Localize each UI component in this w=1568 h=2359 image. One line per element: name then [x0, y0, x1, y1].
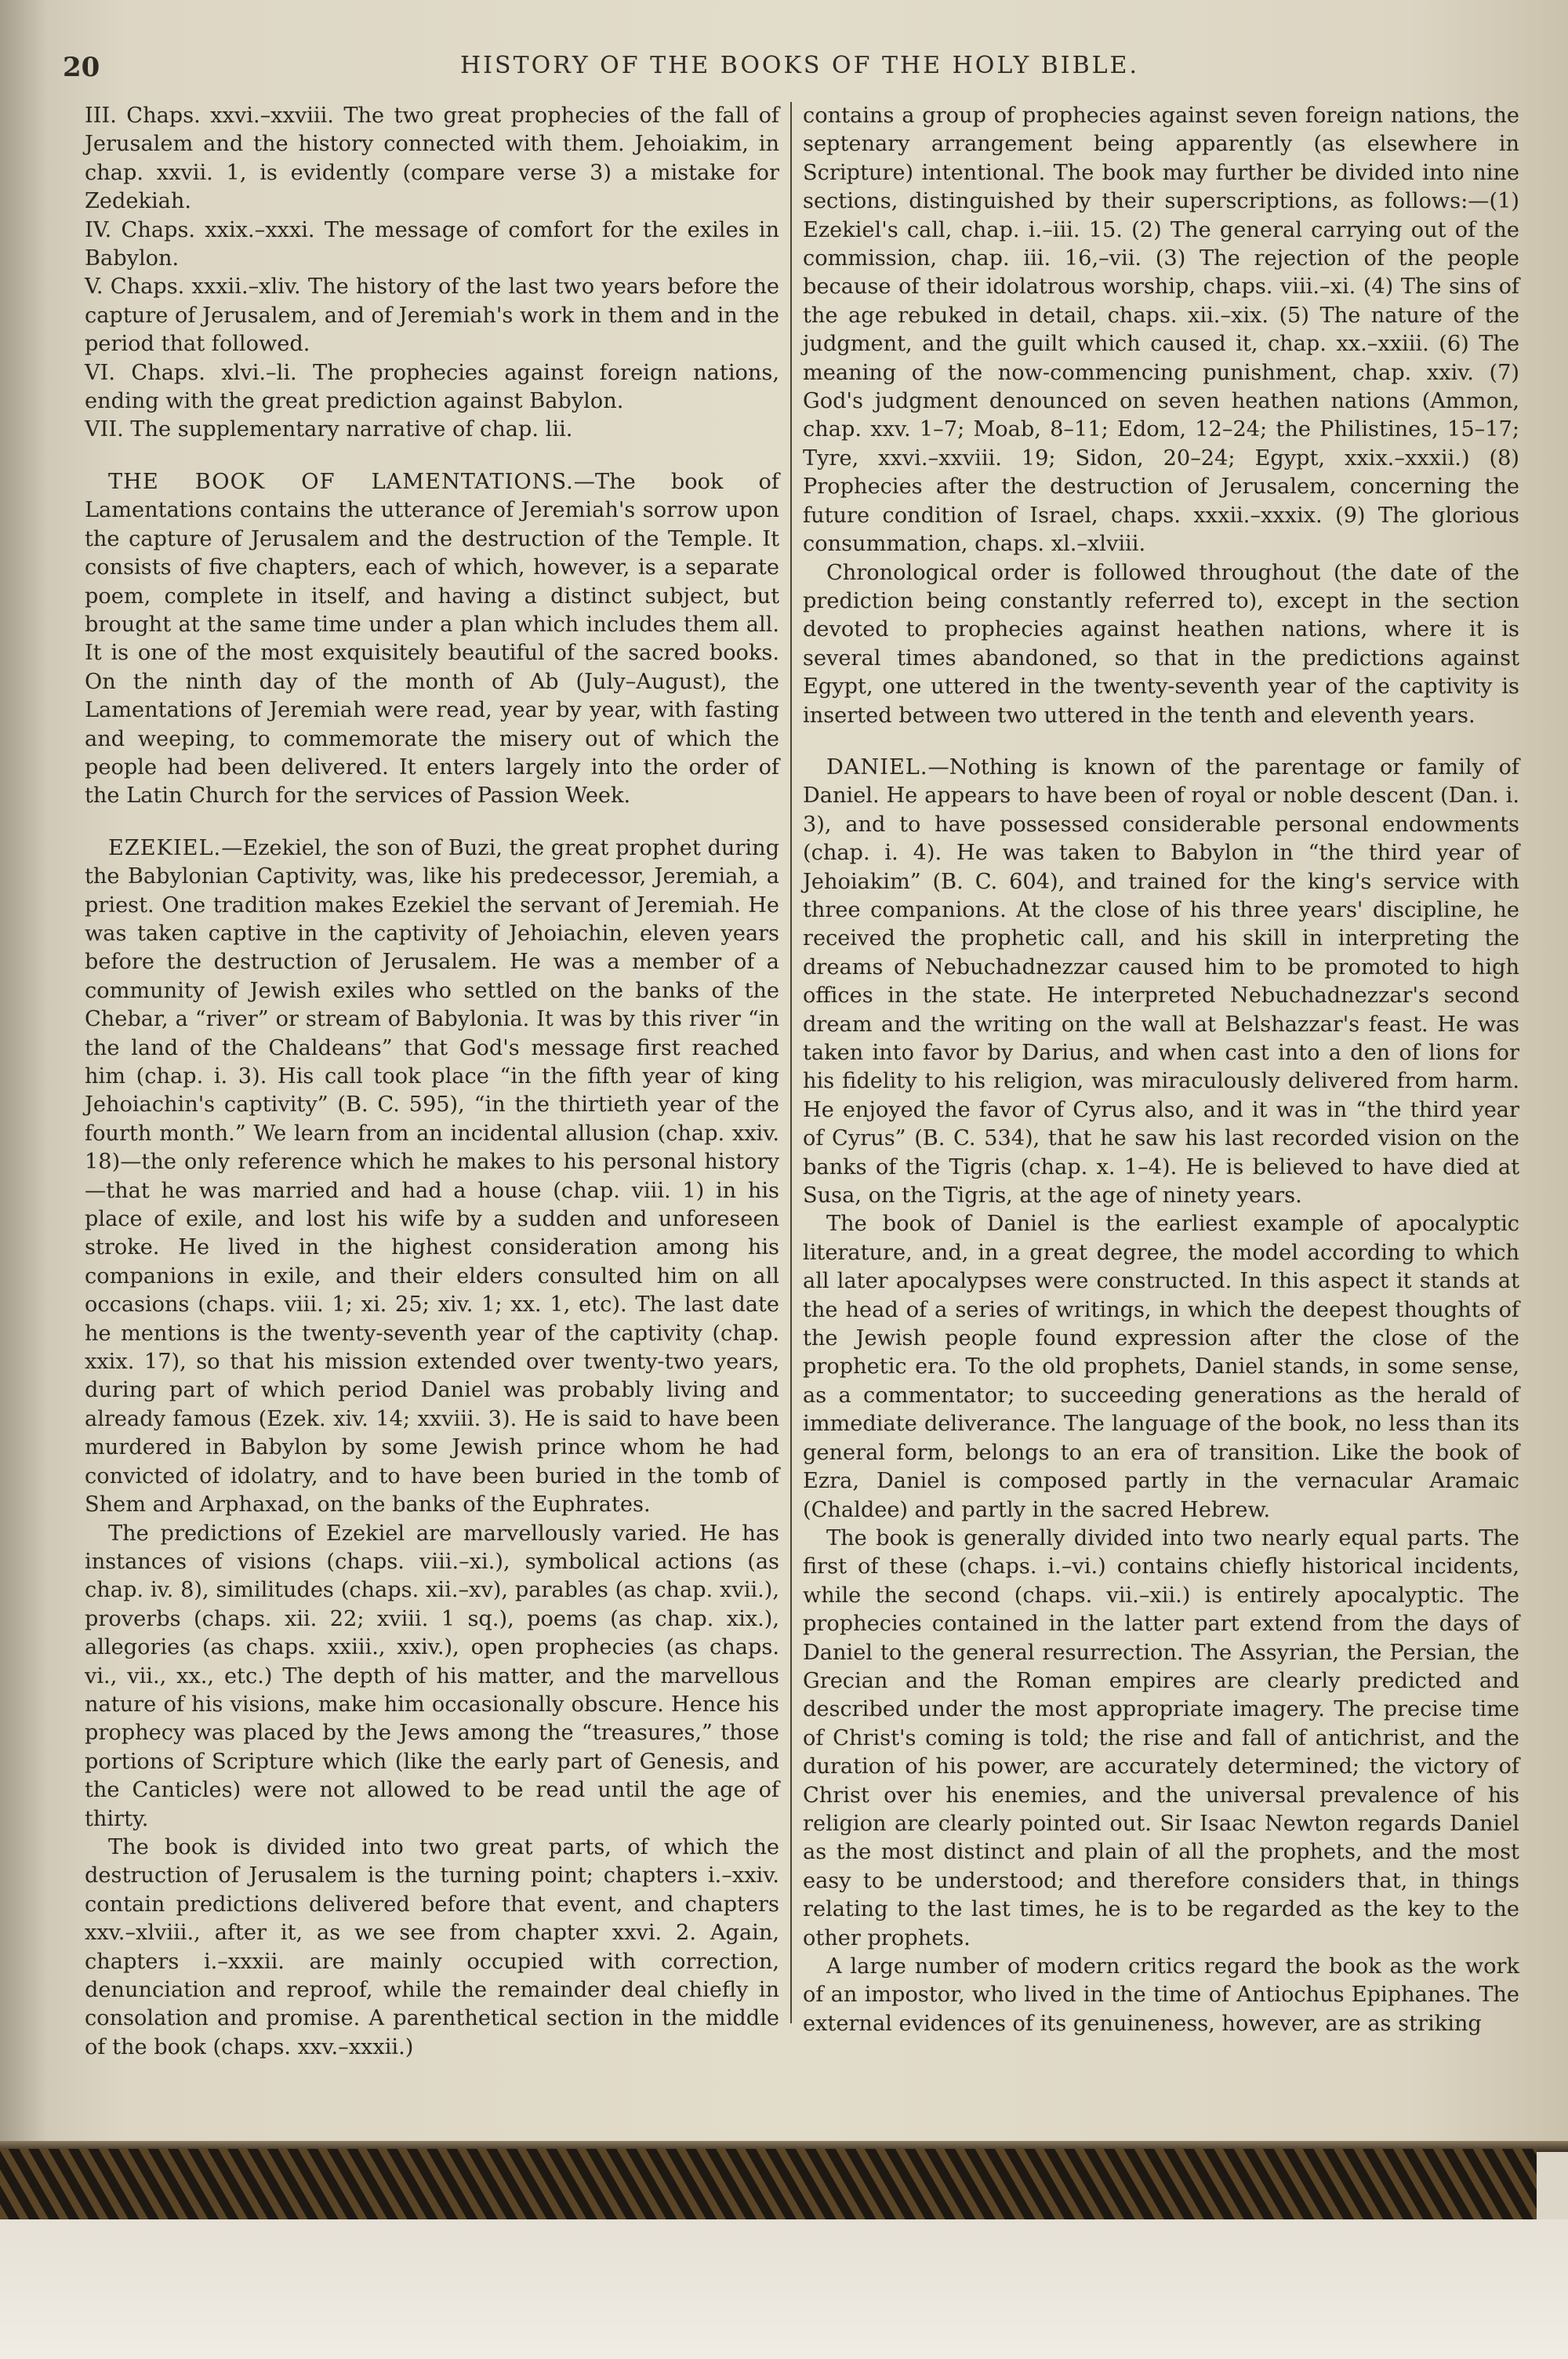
section-item-7: VII. The supplementary narrative of chap. lii. [85, 417, 573, 442]
ezekiel-heading: EZEKIEL. [108, 835, 222, 860]
running-title: HISTORY OF THE BOOKS OF THE HOLY BIBLE. [460, 52, 1139, 79]
daniel-paragraph-3: The book is generally divided into two nearly equal parts. The first of these (chaps. i.–vi.) contains chiefly historical incidents, while the second (chaps. vii.–xii.) is entirely apocalyptic. The prophecies contained in the latter part extend from the days of Daniel to the general resurrection. The Assyrian, the Persian, the Grecian and the Roman empires are clearly predicted and described under the most appropriate imagery. The precise time of Christ's coming is told; the rise and fall of antichrist, and the duration of his power, are accurately determined; the victory of Christ over his enemies, and the universal prevalence of his religion are clearly pointed out. Sir Isaac Newton regards Daniel as the most distinct and plain of all the prophets, and the most easy to be understood; and therefore considers that, in things relating to the last times, he is to be regarded as the key to the other prophets. [803, 1525, 1519, 1950]
daniel-paragraph-2: The book of Daniel is the earliest example of apocalyptic literature, and, in a great degree, the model according to which all later apocalypses were constructed. In this aspect it stands at the head of a series of writings, in which the deepest thoughts of the Jewish people found expression after the close of the prophetic era. To the old prophets, Daniel stands, in some sense, as a commentator; to succeeding generations as the herald of immediate deliverance. The language of the book, no less than its general form, belongs to an era of transition. Like the book of Ezra, Daniel is composed partly in the vernacular Aramaic (Chaldee) and partly in the sacred Hebrew. [803, 1212, 1519, 1522]
page-header [63, 45, 1537, 93]
section-item-3: III. Chaps. xxvi.–xxviii. The two great prophecies of the fall of Jerusalem and the history connected with them. Jehoiakim, in chap. xxvii. 1, is evidently (compare verse 3) a mistake for Zedekiah. [85, 104, 779, 214]
daniel-paragraph-4: A large number of modern critics regard the book as the work of an impostor, who lived in the time of Antiochus Epiphanes. The external evidences of its genuineness, however, are as striking [803, 1954, 1519, 2036]
page-number: 20 [63, 52, 100, 83]
book-binding [0, 2141, 1568, 2359]
daniel-text: —Nothing is known of the parentage or family of Daniel. He appears to have been of royal or noble descent (Dan. i. 3), and to have possessed considerable personal endowments (chap. i. 4). He was taken to Babylon in “the third year of Jehoiakim” (B. C. 604), and trained for the king's service with three companions. At the close of his three years' discipline, he received the prophetic call, and his skill in interpreting the dreams of Nebuchadnezzar caused him to be promoted to high offices in the state. He interpreted Nebuchadnezzar's second dream and the writing on the wall at Belshazzar's feast. He was taken into favor by Darius, and when cast into a den of lions for his fidelity to his religion, was miraculously delivered from harm. He enjoyed the favor of Cyrus also, and it was in “the third year of Cyrus” (B. C. 534), that he saw his last recorded vision on the banks of the Tigris (chap. x. 1–4). He is believed to have died at Susa, on the Tigris, at the age of ninety years. [803, 754, 1519, 1209]
section-item-6: VI. Chaps. xlvi.–li. The prophecies against foreign nations, ending with the great prediction against Babylon. [85, 360, 779, 414]
ezekiel-paragraph-3: The book is divided into two great parts, of which the destruction of Jerusalem is the turning point; chapters i.–xxiv. contain predictions delivered before that event, and chapters xxv.–xlviii., after it, as we see from chapter xxvi. 2. Again, chapters i.–xxxii. are mainly occupied with correction, denunciation and reproof, while the remainder deal chiefly in consolation and promise. A parenthetical section in the middle of the book (chaps. xxv.–xxxii.) [85, 1834, 779, 2059]
section-item-5: V. Chaps. xxxii.–xliv. The history of the last two years before the capture of Jerusalem, and of Jeremiah's work in them and in the period that followed. [85, 274, 779, 357]
background-surface [0, 2219, 1568, 2359]
lamentations-text: —The book of Lamentations contains the utterance of Jeremiah's sorrow upon the capture of Jerusalem and the destruction of the Temple. It consists of five chapters, each of which, however, is a separate poem, complete in itself, and having a distinct subject, but brought at the same time under a plan which includes them all. It is one of the most exquisitely beautiful of the sacred books. On the ninth day of the month of Ab (July–August), the Lamentations of Jeremiah were read, year by year, with fasting and weeping, to commemorate the misery out of which the people had been delivered. It enters largely into the order of the Latin Church for the services of Passion Week. [85, 469, 779, 809]
section-item-4: IV. Chaps. xxix.–xxxi. The message of comfort for the exiles in Babylon. [85, 217, 779, 271]
ezekiel-continued-paragraph: contains a group of prophecies against seven foreign nations, the septenary arrangement being apparently (as elsewhere in Scripture) intentional. The book may further be divided into nine sections, distinguished by their superscriptions, as follows:—(1) Ezekiel's call, chap. i.–iii. 15. (2) The general carrying out of the commission, chap. iii. 16,–vii. (3) The rejection of the people because of their idolatrous worship, chaps. viii.–xi. (4) The sins of the age rebuked in detail, chaps. xii.–xix. (5) The nature of the judgment, and the guilt which caused it, chap. xx.–xxiii. (6) The meaning of the now-commencing punishment, chap. xxiv. (7) God's judgment denounced on seven heathen nations (Ammon, chap. xxv. 1–7; Moab, 8–11; Edom, 12–24; the Philistines, 15–17; Tyre, xxvi.–xxviii. 19; Sidon, 20–24; Egypt, xxix.–xxxii.) (8) Prophecies after the destruction of Jerusalem, concerning the future condition of Israel, chaps. xxxii.–xxxix. (9) The glorious consummation, chaps. xl.–xlviii. [803, 104, 1519, 557]
decorative-binding-band [0, 2149, 1537, 2219]
ezekiel-paragraph-2: The predictions of Ezekiel are marvellously varied. He has instances of visions (chaps. viii.–xi.), symbolical actions (as chap. iv. 8), similitudes (chaps. xii.–xv), parables (as chap. xvii.), proverbs (chaps. xii. 22; xviii. 1 sq.), poems (as chap. xix.), allegories (as chaps. xxiii., xxiv.), open prophecies (as chaps. vi., vii., xx., etc.) The depth of his matter, and the marvellous nature of his visions, make him occasionally obscure. Hence his prophecy was placed by the Jews among the “treasures,” those portions of Scripture which (like the early part of Genesis, and the Canticles) were not allowed to be read until the age of thirty. [85, 1521, 779, 1831]
chronological-order-paragraph: Chronological order is followed throughout (the date of the prediction being constantly referred to), except in the section devoted to prophecies against heathen nations, where it is several times abandoned, so that in the predictions against Egypt, one uttered in the twenty-seventh year of the captivity is inserted between two uttered in the tenth and eleventh years. [803, 560, 1519, 728]
left-column [85, 102, 779, 2059]
ezekiel-text: —Ezekiel, the son of Buzi, the great prophet during the Babylonian Captivity, was, like his predecessor, Jeremiah, a priest. One tradition makes Ezekiel the servant of Jeremiah. He was taken captive in the captivity of Jehoiachin, eleven years before the destruction of Jerusalem. He was a member of a community of Jewish exiles who settled on the banks of the Chebar, a “river” or stream of Babylonia. It was by this river “in the land of the Chaldeans” that God's message first reached him (chap. i. 3). His call took place “in the fifth year of king Jehoiachin's captivity” (B. C. 595), “in the thirtieth year of the fourth month.” We learn from an incidental allusion (chap. xxiv. 18)—the only reference which he makes to his personal history—that he was married and had a house (chap. viii. 1) in his place of exile, and lost his wife by a sudden and unforeseen stroke. He lived in the highest consideration among his companions in exile, and their elders consulted him on all occasions (chaps. viii. 1; xi. 25; xiv. 1; xx. 1, etc). The last date he mentions is the twenty-seventh year of the captivity (chap. xxix. 17), so that his mission extended over twenty-two years, during part of which period Daniel was probably living and already famous (Ezek. xiv. 14; xxviii. 3). He is said to have been murdered in Babylon by some Jewish prince whom he had convicted of idolatry, and to have been buried in the tomb of Shem and Arphaxad, on the banks of the Euphrates. [85, 835, 779, 1518]
column-rule [790, 102, 792, 2023]
right-column [803, 102, 1519, 2036]
spine-shadow [0, 0, 47, 2141]
daniel-paragraph-1 [803, 754, 1519, 1211]
daniel-heading: DANIEL. [826, 754, 928, 780]
lamentations-paragraph [85, 468, 779, 811]
ezekiel-paragraph-1 [85, 834, 779, 1520]
lamentations-heading: THE BOOK OF LAMENTATIONS. [108, 469, 574, 494]
